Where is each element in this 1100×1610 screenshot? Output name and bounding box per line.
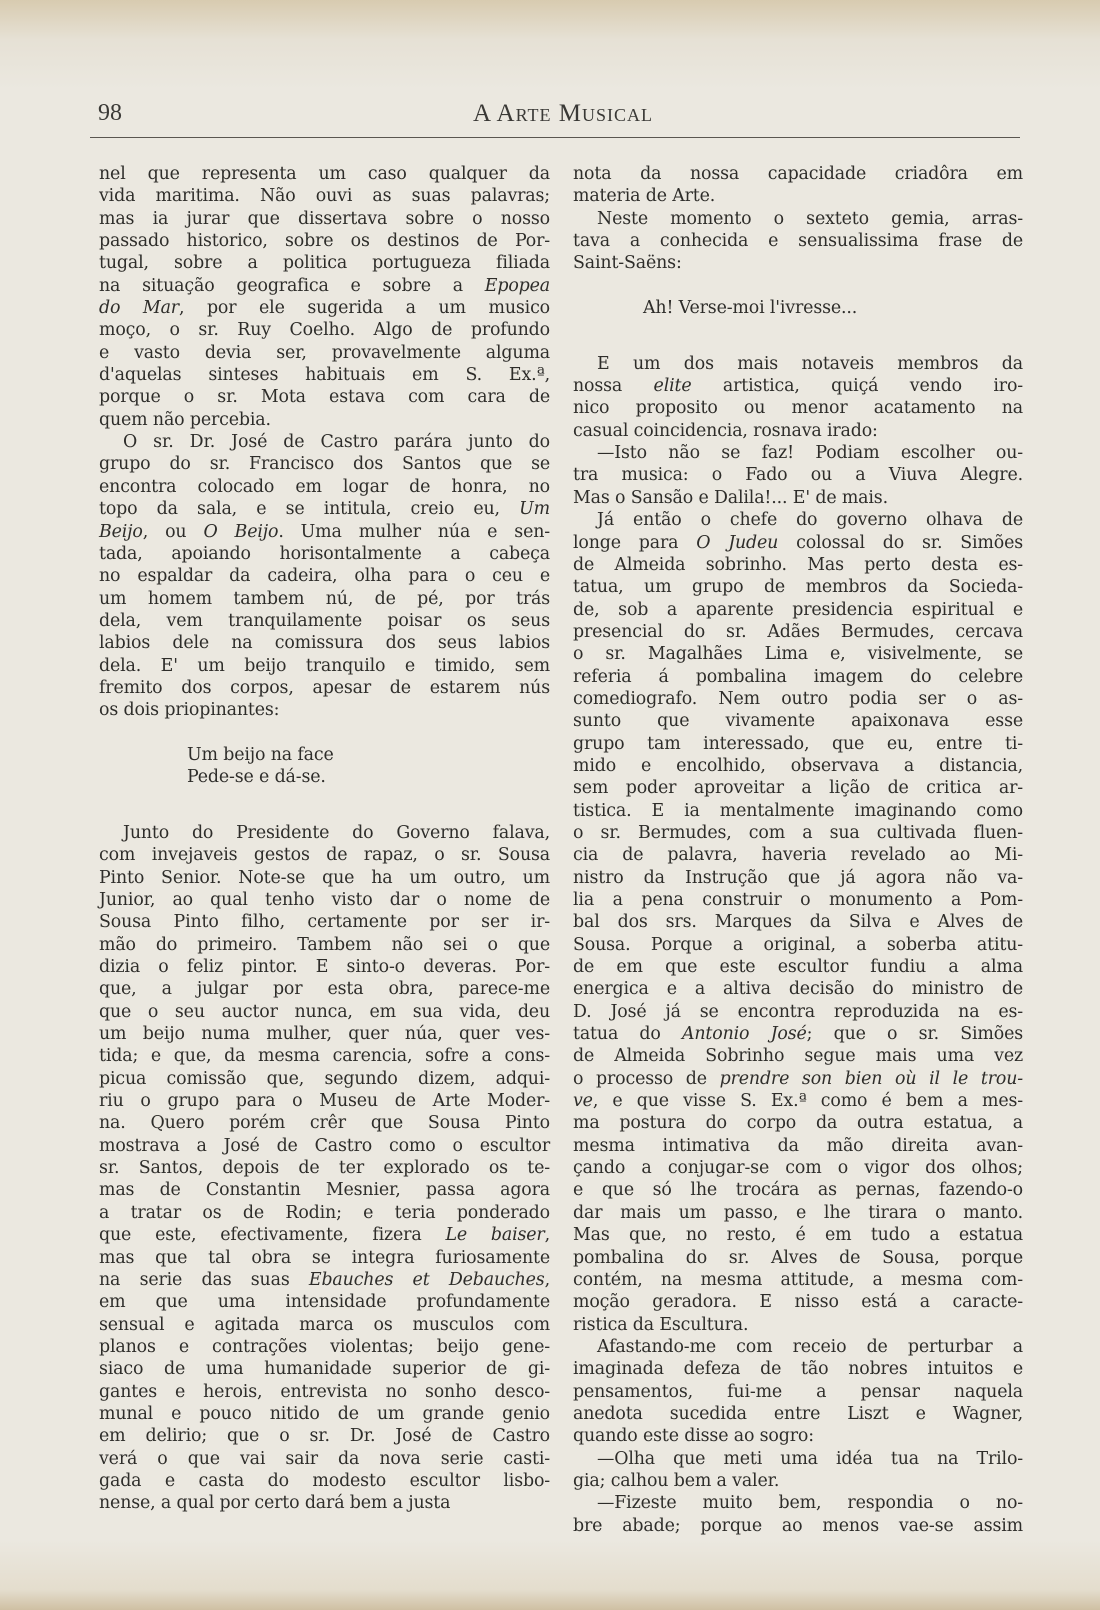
text-line: ristica da Escultura. [573,1314,749,1335]
text-line: grupo do sr. Francisco dos Santos que se [99,454,550,475]
text-line [573,1023,1023,1045]
text-segment: longe para [573,532,697,553]
spacer [99,789,550,811]
text-line: riu o grupo para o Museu de Arte Moder- [99,1091,550,1112]
text-segment: na serie das suas [99,1269,309,1290]
italic-text: Antonio José [681,1024,807,1045]
italic-text: Le baiser [445,1225,545,1246]
paragraph [99,431,550,721]
text-line: dela. E' um beijo tranquilo e timido, sem [99,655,550,676]
text-line: Já então o chefe do governo olhava de [597,510,1023,531]
spacer [573,275,1023,297]
text-line [573,1068,1023,1090]
text-line [99,1269,550,1291]
text-line: um beijo numa mulher, quer núa, quer ves- [99,1024,550,1045]
text-line: encontra colocado em logar de honra, no [99,476,550,497]
text-line: um homem tambem nú, de pé, por trás [99,588,550,609]
text-line [573,1090,1023,1112]
text-line: referia á pombalina imagem do celebre [573,666,1023,687]
italic-text: O Judeu [696,532,779,553]
italic-text: ve [573,1091,593,1112]
text-line: Junior, ao qual tenho visto dar o nome de [99,890,550,910]
italic-text: O Beijo [203,521,279,542]
text-line: gantes e herois, entrevista no sonho desco- [99,1381,550,1402]
text-line: Mas que, no resto, é em tudo a estatua [573,1225,1023,1246]
text-line: em delirio; que o sr. Dr. José de Castro [99,1426,550,1447]
text-line: quem não percebia. [99,409,271,430]
text-line: moço, o sr. Ruy Coelho. Algo de profundo [99,320,550,341]
text-line: picua comissão que, segundo dizem, adqui- [99,1068,550,1089]
spacer [99,811,550,822]
text-line: cia de palavra, haveria revelado ao Mi- [573,845,1023,866]
left-column [99,163,550,1515]
text-line: casual coincidencia, rosnava irado: [573,420,878,441]
text-line: planos e contrações violentas; beijo gene- [99,1336,550,1357]
text-line: —Olha que meti uma idéa tua na Trilo- [597,1448,1023,1469]
text-line: Pinto Senior. Note-se que ha um outro, um [99,867,550,888]
text-line: fremito dos corpos, apesar de estarem nús [99,677,550,698]
text-line: anedota sucedida entre Liszt e Wagner, [573,1403,1023,1424]
spacer [573,319,1023,341]
text-line: mido e encolhido, observava a distancia, [573,755,1023,776]
italic-text: elite [653,376,692,397]
verse-block [99,744,550,789]
text-line: gia; calhou bem a valer. [573,1470,780,1491]
text-segment: colossal do sr. Simões [778,532,1023,553]
text-line: mão do primeiro. Tambem não sei o que [99,934,550,955]
text-line: verá o que vai sair da nova serie casti- [99,1448,550,1469]
paragraph [573,509,1023,1336]
text-line: em que uma intensidade profundamente [99,1292,550,1313]
text-line: e vasto devia ser, provavelmente alguma [99,342,550,363]
text-line: mostrava a José de Castro como o escultor [99,1135,550,1156]
text-line [573,375,1023,397]
text-segment: o processo de [573,1068,720,1089]
text-line: Sousa. Porque a original, a soberba atitu- [573,934,1023,955]
text-segment: , [544,1225,550,1246]
text-segment: . Uma mulher núa e sen- [278,521,550,542]
italic-text: Beijo [99,521,143,542]
text-line: gada e casta do modesto escultor lisbo- [99,1470,550,1491]
text-line: tistica. E ia mentalmente imaginando como [573,800,1023,821]
text-line: bal dos srs. Marques da Silva e Alves de [573,912,1023,933]
text-line: tida; e que, da mesma carencia, sofre a cons- [99,1046,550,1067]
paragraph [573,1492,1023,1537]
paragraph [99,822,550,1515]
page-number: 98 [98,100,122,126]
text-line: imaginada defeza de tão nobres intuitos e [573,1359,1023,1380]
text-line: nistro da Instrução que já agora não va- [573,867,1023,888]
header-rule [90,137,1020,138]
text-line [99,521,550,543]
text-line: munal e pouco nitido de um grande genio [99,1403,550,1424]
italic-text: Ebauches et Debauches [308,1269,545,1290]
text-line: nel que representa um caso qualquer da [99,164,550,184]
text-segment: nossa [573,376,654,397]
text-line: grupo tam interessado, que eu, entre ti- [573,733,1023,754]
text-line: sem poder aproveitar a lição de critica ar- [573,778,1023,799]
italic-text: Epopea [484,275,550,296]
text-line: D. José já se encontra reproduzida na es- [573,1001,1023,1022]
text-line: nico proposito ou menor acatamento na [573,398,1023,419]
text-line: comediografo. Nem outro podia ser o as- [573,688,1023,709]
text-line: çando a conjugar-se com o vigor dos olhos; [573,1158,1023,1179]
text-line: Saint-Saëns: [573,253,682,274]
verse-line: Pede-se e dá-se. [187,767,326,788]
text-segment: , e que visse S. Ex.ª como é bem a mes- [592,1091,1023,1112]
text-line: bre abade; porque ao menos vae-se assim [573,1515,1023,1536]
text-line: vida maritima. Não ouvi as suas palavras; [99,186,550,207]
text-line: mas ia jurar que dissertava sobre o nosso [99,208,550,229]
text-line: tra musica: o Fado ou a Viuva Alegre. [573,465,1023,486]
text-line [99,498,550,520]
text-line: sensual e agitada marca os musculos com [99,1314,550,1335]
paragraph [573,1448,1023,1493]
paragraph [573,353,1023,442]
text-line: tada, apoiando horisontalmente a cabeça [99,543,550,564]
text-segment: tatua do [573,1024,682,1045]
text-line: Mas o Sansão e Dalila!... E' de mais. [573,487,888,508]
text-line: de Almeida sobrinho. Mas perto desta es- [573,554,1023,575]
text-line: quando este disse ao sogro: [573,1426,814,1447]
paragraph [573,163,1023,208]
text-line: passado historico, sobre os destinos de Por- [99,231,550,252]
text-line: mas que tal obra se integra furiosamente [99,1247,550,1268]
verse-line: Ah! Verse-moi l'ivresse... [643,298,858,319]
text-line: tava a conhecida e sensualissima frase de [573,231,1023,252]
text-line: na. Quero porém crêr que Sousa Pinto [99,1113,550,1134]
verse-line: Um beijo na face [187,744,334,765]
text-segment: artistica, quiçá vendo iro- [691,376,1023,397]
text-line: presencial do sr. Adães Bermudes, cercava [573,621,1023,642]
text-line: contém, na mesma attitude, a mesma com- [573,1269,1023,1290]
text-line: nota da nossa capacidade criadôra em [573,164,1023,184]
text-line: tatua, um grupo de membros da Socieda- [573,577,1023,598]
text-line: moção geradora. E nisso está a caracte- [573,1292,1023,1313]
text-line: sr. Santos, depois de ter explorado os te- [99,1158,550,1179]
text-line: tugal, sobre a politica portugueza filiada [99,253,550,274]
text-line: os dois priopinantes: [99,700,280,721]
text-line: e que só lhe trocára as pernas, fazendo-o [573,1180,1023,1201]
text-line: com invejaveis gestos de rapaz, o sr. Sousa [99,845,550,866]
text-line: —Fizeste muito bem, respondia o no- [597,1493,1023,1514]
text-line: dela, vem tranquilamente poisar os seus [99,610,550,631]
text-line: que, a julgar por esta obra, parece-me [99,979,550,1000]
text-line: a tratar os de Rodin; e teria ponderado [99,1202,550,1223]
text-line: mesma intimativa da mão direita avan- [573,1135,1023,1156]
text-line: —Isto não se faz! Podiam escolher ou- [597,443,1023,464]
text-segment: , [544,1269,550,1290]
text-line: de, sob a aparente presidencia espiritual e [573,599,1023,620]
text-line: Junto do Presidente do Governo falava, [123,822,550,843]
text-line: E um dos mais notaveis membros da [597,353,1023,374]
text-line: pombalina do sr. Alves de Sousa, porque [573,1247,1023,1268]
text-line: porque o sr. Mota estava com cara de [99,387,550,408]
italic-text: prendre son bien où il le trou- [719,1068,1023,1089]
text-line: no espaldar da cadeira, olha para o ceu e [99,566,550,587]
italic-text: do Mar [99,298,179,319]
paragraph [99,163,550,431]
text-segment: que este, efectivamente, fizera [99,1225,446,1246]
text-line: O sr. Dr. José de Castro parára junto do [123,432,550,453]
text-line: materia de Arte. [573,186,716,207]
text-line: mas de Constantin Mesnier, passa agora [99,1180,550,1201]
text-line: lia a pena construir o monumento a Pom- [573,890,1023,910]
text-line: ma postura do corpo da outra estatua, a [573,1113,1023,1134]
spacer [573,342,1023,353]
text-segment: , por ele sugerida a um musico [178,298,550,319]
text-line: o sr. Magalhães Lima e, visivelmente, se [573,644,1023,665]
journal-title: A Arte Musical [473,100,653,127]
text-segment: topo da sala, e se intitula, creio eu, [99,499,520,520]
right-column [573,163,1023,1537]
text-line: nense, a qual por certo dará bem a justa [99,1493,451,1514]
text-line [99,275,550,297]
paragraph [573,208,1023,275]
text-line: Neste momento o sexteto gemia, arras- [597,208,1023,229]
text-segment: ; que o sr. Simões [806,1024,1023,1045]
text-line: energica e a altiva decisão do ministro de [573,979,1023,1000]
running-head [98,100,1028,134]
paragraph [573,442,1023,509]
text-line: de Almeida Sobrinho segue mais uma vez [573,1046,1023,1067]
text-line: d'aquelas sinteses habituais em S. Ex.ª, [99,365,550,386]
text-line [99,297,550,319]
text-line: que o seu auctor nunca, em sua vida, deu [99,1001,550,1022]
text-line: de em que este escultor fundiu a alma [573,957,1023,978]
spacer [99,722,550,744]
text-line: sunto que vivamente apaixonava esse [573,711,1023,732]
text-line: Afastando-me com receio de perturbar a [597,1336,1023,1357]
paragraph [573,1336,1023,1448]
text-line: Sousa Pinto filho, certamente por ser ir- [99,912,550,933]
text-line: dizia o feliz pintor. E sinto-o deveras. Por- [99,957,550,978]
text-segment: , ou [142,521,204,542]
text-line [99,1224,550,1246]
text-line [573,532,1023,554]
text-line: labios dele na comissura dos seus labios [99,633,550,654]
text-segment: na situação geografica e sobre a [99,275,485,296]
italic-text: Um [519,499,550,520]
text-line: siaco de uma humanidade superior de gi- [99,1359,550,1380]
text-line: pensamentos, fui-me a pensar naquela [573,1381,1023,1402]
text-line: dar mais um passo, e lhe tirara o manto. [573,1202,1023,1223]
text-line: o sr. Bermudes, com a sua cultivada fluen- [573,822,1023,843]
